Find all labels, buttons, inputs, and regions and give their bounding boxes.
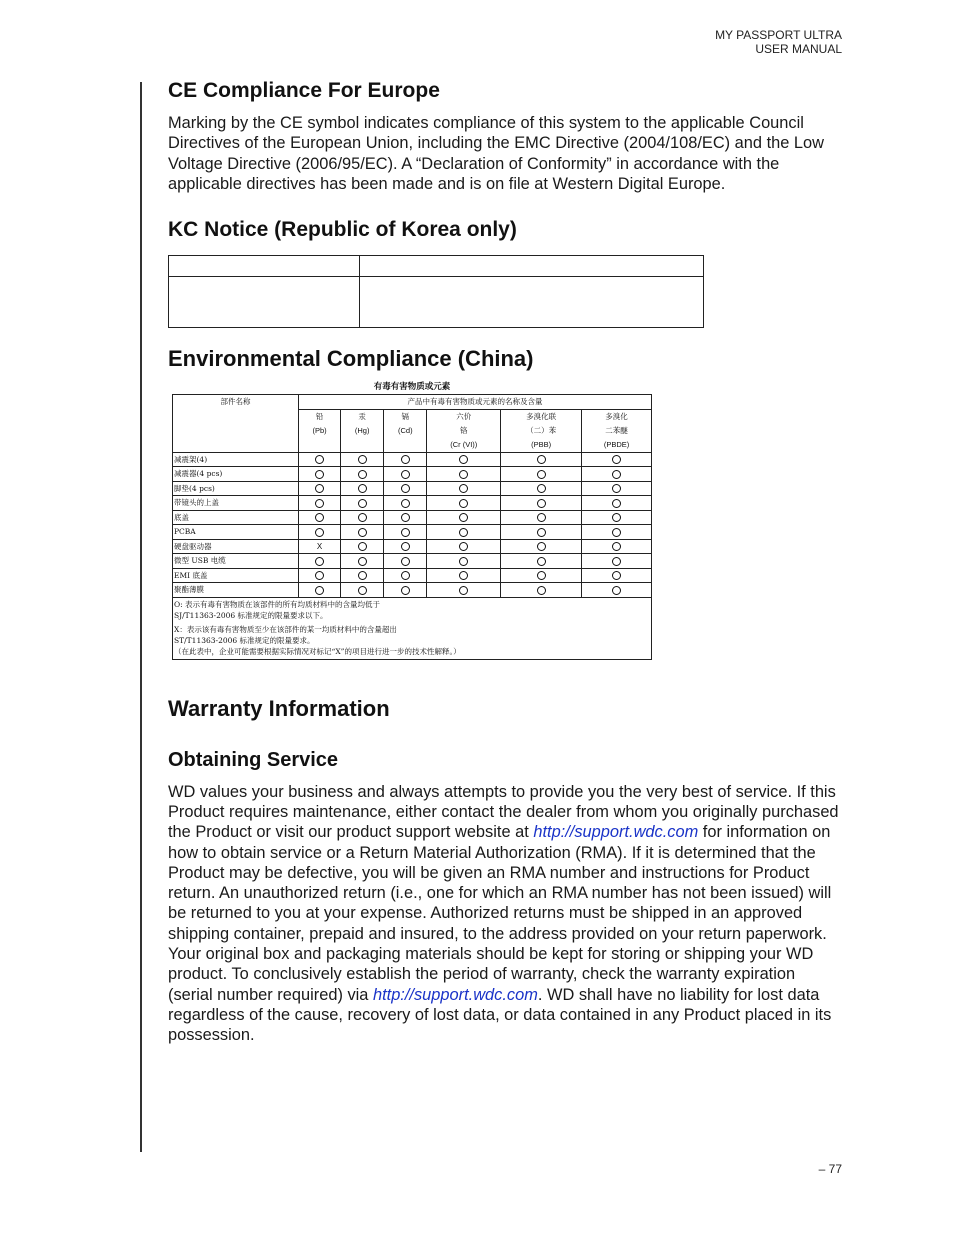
below-limit-circle-icon [459, 484, 468, 493]
substance-header-line: 镉 [401, 411, 410, 421]
below-limit-circle-icon [358, 513, 367, 522]
substance-mark [341, 539, 384, 554]
note-line: SJ/T11363-2006 标准规定的限量要求以下。 [174, 610, 328, 620]
substance-mark [299, 452, 341, 467]
substance-mark [384, 554, 427, 569]
below-limit-circle-icon [315, 470, 324, 479]
substance-mark [501, 510, 582, 525]
substance-mark [341, 452, 384, 467]
part-name: 硬盘驱动器 [173, 539, 299, 554]
substance-mark [427, 510, 501, 525]
substance-group-header: 产品中有毒有害物质或元素的名称及含量 [299, 395, 652, 410]
substance-mark [582, 467, 652, 482]
substance-mark [299, 568, 341, 583]
table-row [173, 568, 652, 583]
substance-header-line: 汞 [358, 411, 366, 421]
substance-mark [582, 583, 652, 598]
header-product: MY PASSPORT ULTRA [715, 28, 842, 42]
below-limit-circle-icon [358, 557, 367, 566]
substance-header-line: 铬 [460, 425, 468, 435]
below-limit-circle-icon [537, 542, 546, 551]
below-limit-circle-icon [358, 499, 367, 508]
below-limit-circle-icon [315, 499, 324, 508]
substance-mark [501, 452, 582, 467]
substance-mark [341, 496, 384, 511]
table-row [173, 583, 652, 598]
part-header: 部件名称 [173, 395, 299, 453]
substance-mark [299, 583, 341, 598]
substance-header-line: 多溴化联 [526, 411, 557, 421]
substance-header-line [385, 438, 425, 452]
substance-header-line: (Cr (VI)) [450, 439, 478, 449]
below-limit-circle-icon [315, 484, 324, 493]
below-limit-circle-icon [537, 455, 546, 464]
substance-mark [501, 496, 582, 511]
below-limit-circle-icon [401, 470, 410, 479]
note-line: （在此表中，企业可能需要根据实际情况对标记“X”的项目进行进一步的技术性解释。） [174, 646, 461, 656]
kc-cell [169, 256, 360, 277]
obtaining-service-title: Obtaining Service [168, 748, 339, 771]
substance-mark [501, 525, 582, 540]
below-limit-circle-icon [612, 513, 621, 522]
substance-mark [341, 525, 384, 540]
table-row [173, 510, 652, 525]
substance-column-header [501, 409, 582, 452]
substance-mark [384, 452, 427, 467]
below-limit-circle-icon [401, 571, 410, 580]
substance-mark [427, 539, 501, 554]
running-header [715, 28, 842, 56]
substance-mark [341, 510, 384, 525]
below-limit-circle-icon [358, 484, 367, 493]
table-row [173, 481, 652, 496]
below-limit-circle-icon [315, 571, 324, 580]
warranty-body [168, 782, 844, 1046]
substance-mark [427, 496, 501, 511]
part-name: 微型 USB 电缆 [173, 554, 299, 569]
below-limit-circle-icon [459, 455, 468, 464]
note-line: ST/T11363-2006 标准规定的限量要求。 [174, 635, 315, 645]
part-name: 带镜头的上盖 [173, 496, 299, 511]
table-row [173, 539, 652, 554]
substance-header-line: 六价 [456, 411, 472, 421]
substance-column-header [341, 409, 384, 452]
part-name: 脚垫(4 pcs) [173, 481, 299, 496]
substance-column-header [299, 409, 341, 452]
below-limit-circle-icon [459, 513, 468, 522]
below-limit-circle-icon [612, 542, 621, 551]
below-limit-circle-icon [358, 528, 367, 537]
substance-mark [501, 568, 582, 583]
substance-header-line [342, 438, 382, 452]
page-content [168, 78, 844, 1046]
warranty-text: WD values your business and always attempts to provide you the very best of service. If this Product requires maintenance, either contact the dealer from whom you originally purchased the Product or visit our product support website at [168, 782, 839, 842]
below-limit-circle-icon [537, 557, 546, 566]
substance-mark [299, 467, 341, 482]
substance-mark [427, 568, 501, 583]
below-limit-circle-icon [612, 557, 621, 566]
header-doc-type: USER MANUAL [755, 42, 842, 56]
below-limit-circle-icon [537, 470, 546, 479]
note-line: O: 表示有毒有害物质在该部件的所有均质材料中的含量均低于 [174, 599, 381, 609]
substance-header-line: (PBDE) [603, 439, 630, 449]
substance-mark [501, 481, 582, 496]
part-name: 减震架(4) [173, 452, 299, 467]
substance-mark [582, 496, 652, 511]
below-limit-circle-icon [459, 557, 468, 566]
substance-mark [427, 481, 501, 496]
substance-mark [501, 539, 582, 554]
substance-mark [341, 583, 384, 598]
substance-mark [299, 554, 341, 569]
substance-mark [427, 467, 501, 482]
substance-mark [501, 467, 582, 482]
china-table-body [173, 452, 652, 597]
substance-mark [341, 568, 384, 583]
below-limit-circle-icon [459, 499, 468, 508]
below-limit-circle-icon [612, 571, 621, 580]
kc-cell [169, 277, 360, 328]
substance-header-line: (Cd) [398, 425, 413, 435]
below-limit-circle-icon [358, 470, 367, 479]
kc-cell [360, 256, 704, 277]
substance-mark [299, 496, 341, 511]
below-limit-circle-icon [315, 455, 324, 464]
substance-mark [582, 510, 652, 525]
substance-mark [299, 525, 341, 540]
part-name: 减震器(4 pcs) [173, 467, 299, 482]
substance-mark [427, 583, 501, 598]
below-limit-circle-icon [612, 470, 621, 479]
substance-mark [582, 452, 652, 467]
part-name: 底盖 [173, 510, 299, 525]
below-limit-circle-icon [537, 571, 546, 580]
substance-mark [582, 554, 652, 569]
exceeds-limit-mark: X [316, 541, 323, 551]
below-limit-circle-icon [459, 528, 468, 537]
below-limit-circle-icon [401, 542, 410, 551]
below-limit-circle-icon [459, 586, 468, 595]
table-row [173, 467, 652, 482]
substance-mark [384, 525, 427, 540]
support-link[interactable]: http://support.wdc.com [372, 985, 538, 1004]
below-limit-circle-icon [612, 499, 621, 508]
substance-mark [501, 583, 582, 598]
below-limit-circle-icon [315, 586, 324, 595]
env-title: Environmental Compliance (China) [168, 346, 534, 372]
margin-rule [140, 82, 142, 1152]
substance-column-header [384, 409, 427, 452]
below-limit-circle-icon [401, 499, 410, 508]
warranty-text: . WD shall have no liability for lost data regardless of the cause, recovery of lost data, or data contained in any Product placed in its possession. [168, 985, 832, 1045]
part-name: EMI 底盖 [173, 568, 299, 583]
below-limit-circle-icon [401, 586, 410, 595]
below-limit-circle-icon [459, 571, 468, 580]
substance-mark [582, 568, 652, 583]
substance-mark [299, 539, 341, 554]
below-limit-circle-icon [537, 528, 546, 537]
below-limit-circle-icon [401, 528, 410, 537]
table-row [173, 452, 652, 467]
warranty-text: for information on how to obtain service or a Return Material Authorization (RMA). If it is determined that the Product may be defective, you will be given an RMA number and instructions for Product return. An unauthorized return (i.e., one for which an RMA number has not been issued) will be returned to you at your expense. Authorized returns must be shipped in an approved shipping container, prepaid and insured, to the address provided on your return paperwork. Your original box and packaging materials should be kept for storing or shipping your WD product. To conclusively establish the period of warranty, check the warranty expiration (serial number required) via [168, 823, 832, 1004]
substance-mark [427, 452, 501, 467]
substance-header-line [300, 438, 339, 452]
china-table-caption: 有毒有害物质或元素 [373, 382, 451, 393]
support-link[interactable]: http://support.wdc.com [533, 823, 699, 842]
substance-mark [384, 481, 427, 496]
kc-title: KC Notice (Republic of Korea only) [168, 218, 517, 242]
substance-mark [384, 496, 427, 511]
substance-mark [427, 525, 501, 540]
table-row [173, 525, 652, 540]
below-limit-circle-icon [537, 499, 546, 508]
below-limit-circle-icon [401, 557, 410, 566]
part-name: PCBA [173, 525, 299, 540]
below-limit-circle-icon [315, 513, 324, 522]
substance-mark [582, 539, 652, 554]
substance-header-line: (PBB) [531, 439, 552, 449]
below-limit-circle-icon [537, 513, 546, 522]
page-number: – 77 [818, 1162, 842, 1176]
china-rohs-table [172, 394, 652, 660]
below-limit-circle-icon [612, 586, 621, 595]
substance-header-line: （二）苯 [526, 425, 557, 435]
below-limit-circle-icon [315, 528, 324, 537]
table-notes [173, 597, 652, 659]
substance-mark [341, 554, 384, 569]
substance-mark [384, 467, 427, 482]
substance-mark [384, 583, 427, 598]
part-name: 聚酯薄膜 [173, 583, 299, 598]
below-limit-circle-icon [537, 586, 546, 595]
substance-column-header [582, 409, 652, 452]
substance-mark [384, 510, 427, 525]
substance-header-line: 铅 [315, 411, 324, 421]
substance-mark [384, 568, 427, 583]
below-limit-circle-icon [358, 455, 367, 464]
below-limit-circle-icon [358, 586, 367, 595]
table-row [173, 554, 652, 569]
substance-mark [427, 554, 501, 569]
substance-header-line: (Pb) [312, 425, 327, 435]
kc-table [168, 255, 704, 328]
below-limit-circle-icon [358, 571, 367, 580]
kc-cell [360, 277, 704, 328]
below-limit-circle-icon [401, 513, 410, 522]
ce-body: Marking by the CE symbol indicates compliance of this system to the applicable Council Directives of the European Union, including the EMC Directive (2004/108/EC) and the Low Voltage Directive (2006/95/EC). A “Declaration of Conformity” in accordance with the applicable directives has been made and is on file at Western Digital Europe. [168, 114, 824, 193]
below-limit-circle-icon [401, 484, 410, 493]
substance-column-header [427, 409, 501, 452]
substance-mark [501, 554, 582, 569]
substance-mark [299, 481, 341, 496]
below-limit-circle-icon [459, 542, 468, 551]
below-limit-circle-icon [358, 542, 367, 551]
substance-header-line: 二苯醚 [605, 425, 628, 435]
below-limit-circle-icon [459, 470, 468, 479]
below-limit-circle-icon [537, 484, 546, 493]
substance-mark [341, 467, 384, 482]
warranty-title: Warranty Information [168, 695, 390, 721]
below-limit-circle-icon [612, 455, 621, 464]
substance-header-line: 多溴化 [605, 411, 628, 421]
below-limit-circle-icon [315, 557, 324, 566]
below-limit-circle-icon [401, 455, 410, 464]
table-row [173, 496, 652, 511]
substance-mark [582, 481, 652, 496]
substance-mark [341, 481, 384, 496]
note-line: X：表示该有毒有害物质至少在该部件的某一均质材料中的含量超出 [174, 624, 397, 634]
substance-header-line: (Hg) [354, 425, 370, 435]
substance-mark [582, 525, 652, 540]
below-limit-circle-icon [612, 528, 621, 537]
ce-title: CE Compliance For Europe [168, 79, 440, 102]
below-limit-circle-icon [612, 484, 621, 493]
substance-mark [299, 510, 341, 525]
substance-mark [384, 539, 427, 554]
